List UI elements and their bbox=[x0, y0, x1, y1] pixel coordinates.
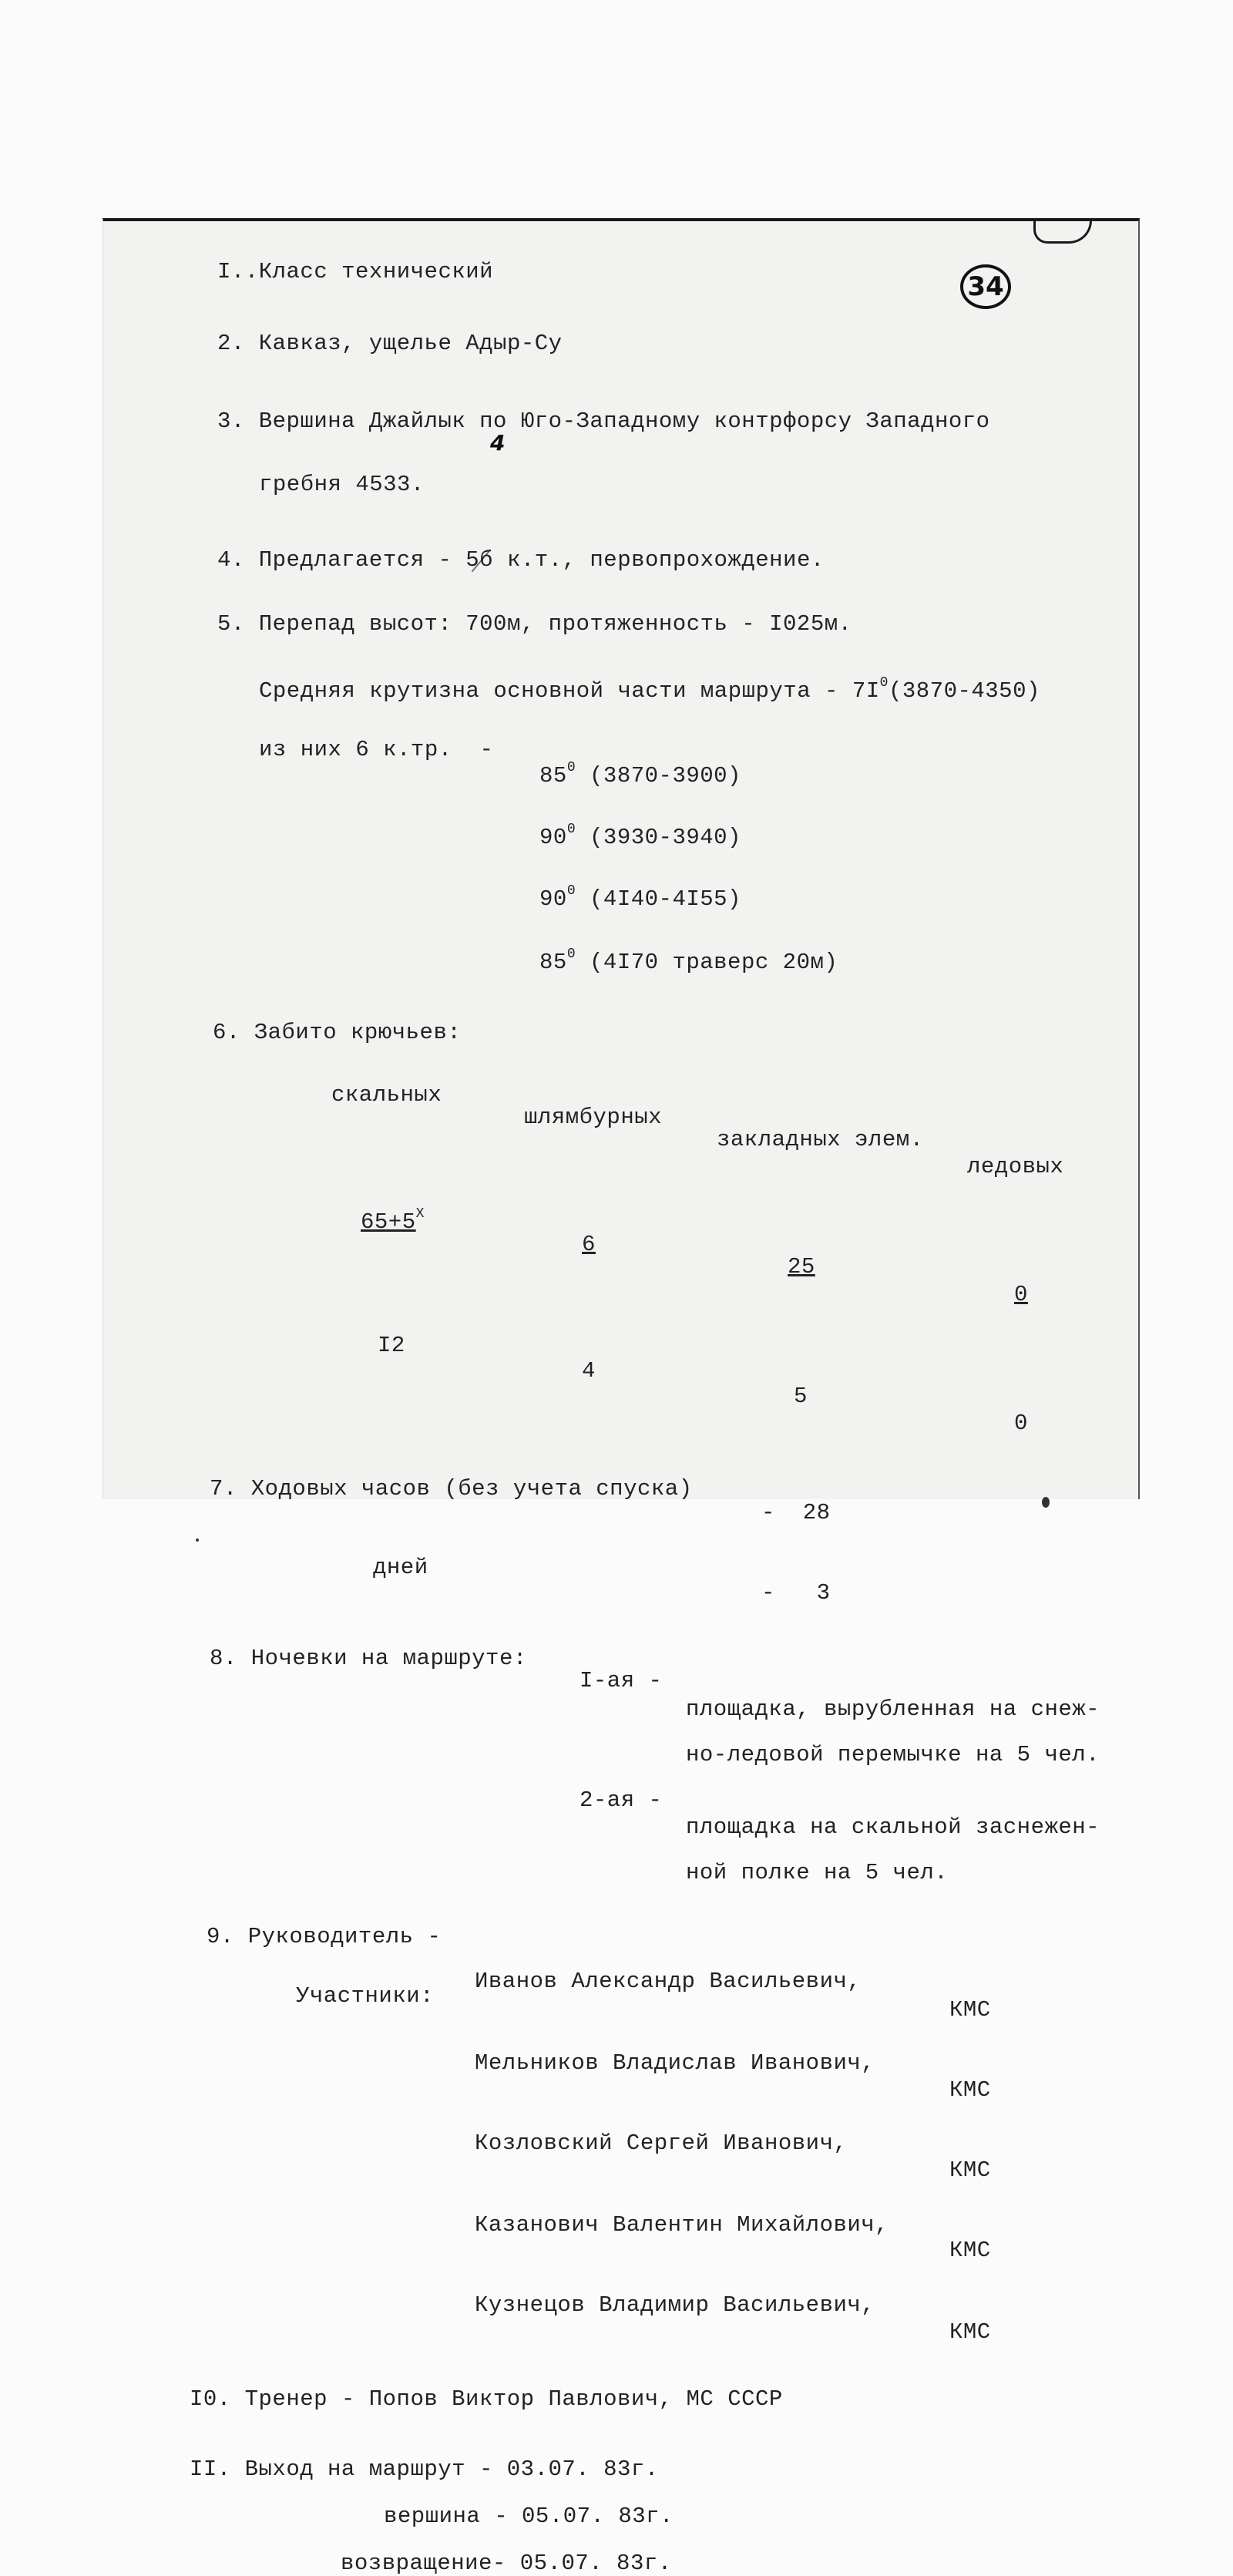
team-member-name: Казанович Валентин Михайлович, bbox=[475, 2212, 889, 2238]
team-member-name: Козловский Сергей Иванович, bbox=[475, 2130, 848, 2156]
item-7-days-value: - 3 bbox=[761, 1580, 831, 1606]
piton-value: 5 bbox=[794, 1384, 808, 1409]
item-4-suffix: к.т., первопрохождение. bbox=[493, 547, 825, 573]
piton-value: 25 bbox=[788, 1254, 815, 1280]
bivouac-description: площадка на скальной заснежен- bbox=[686, 1814, 1100, 1840]
piton-header: скальных bbox=[331, 1082, 442, 1108]
team-member-rank: КМС bbox=[949, 2157, 991, 2183]
item-1: I..Класс технический bbox=[217, 259, 494, 284]
team-member-rank: КМС bbox=[949, 2077, 991, 2103]
key-sections-label: из них 6 к.тр. - bbox=[259, 737, 494, 762]
key-section bbox=[539, 884, 1233, 910]
piton-header: закладных элем. bbox=[717, 1127, 924, 1152]
section-range: (4I70 траверс 20м) bbox=[576, 950, 838, 975]
team-member-name: Мельников Владислав Иванович, bbox=[475, 2050, 875, 2076]
bivouac-description: ной полке на 5 чел. bbox=[686, 1860, 949, 1885]
item-8-label: 8. Ночевки на маршруте: bbox=[210, 1646, 527, 1671]
team-member-rank: КМС bbox=[949, 2319, 991, 2345]
piton-value: 4 bbox=[582, 1358, 596, 1384]
item-7-days-label: дней bbox=[373, 1555, 428, 1580]
item-11-summit: вершина - 05.07. 83г. bbox=[384, 2504, 674, 2529]
ink-speck bbox=[196, 1539, 199, 1542]
degree-mark: 0 bbox=[566, 947, 576, 962]
page-number-stamp: 34 bbox=[960, 264, 1011, 309]
item-4-struck-value: 5б bbox=[465, 547, 494, 573]
team-member-name: Иванов Александр Васильевич, bbox=[475, 1969, 862, 1994]
folded-corner bbox=[1033, 220, 1092, 244]
avg-steepness-text: Средняя крутизна основной части маршрута - 7I bbox=[259, 678, 880, 704]
degree-mark: 0 bbox=[566, 822, 576, 837]
item-9-leader-label: 9. Руководитель - bbox=[207, 1924, 442, 1949]
item-11-departure: II. Выход на маршрут - 03.07. 83г. bbox=[190, 2457, 659, 2482]
item-10-coach: I0. Тренер - Попов Виктор Павлович, МС СССР bbox=[190, 2386, 783, 2412]
team-member-rank: КМС bbox=[949, 2238, 991, 2263]
piton-planned bbox=[361, 1207, 1233, 1233]
key-section bbox=[539, 947, 1233, 974]
degree-mark: 0 bbox=[566, 760, 576, 775]
piton-header: ледовых bbox=[967, 1154, 1064, 1179]
team-member-name: Кузнецов Владимир Васильевич, bbox=[475, 2292, 875, 2318]
item-7-hours-label: 7. Ходовых часов (без учета спуска) bbox=[210, 1476, 693, 1502]
piton-value: 65+5 bbox=[361, 1209, 416, 1235]
piton-value: 0 bbox=[1014, 1411, 1028, 1436]
item-3-line-2: гребня 4533. bbox=[259, 472, 425, 497]
team-member-rank: КМС bbox=[949, 1997, 991, 2023]
handwritten-correction: 4 bbox=[490, 430, 506, 456]
item-3-line-1: 3. Вершина Джайлык по Юго-Западному контрфорсу Западного bbox=[217, 409, 990, 434]
piton-value: I2 bbox=[378, 1333, 405, 1358]
section-range: (4I40-4I55) bbox=[576, 886, 741, 912]
bivouac-description: но-ледовой перемычке на 5 чел. bbox=[686, 1742, 1100, 1767]
item-9-members-label: Участники: bbox=[296, 1983, 435, 2009]
piton-value: 6 bbox=[582, 1232, 596, 1257]
footnote-mark: X bbox=[415, 1206, 425, 1222]
degree-mark: 0 bbox=[879, 675, 889, 691]
section-range: (3870-3900) bbox=[576, 763, 741, 789]
section-angle: 85 bbox=[539, 950, 567, 975]
item-2: 2. Кавказ, ущелье Адыр-Су bbox=[217, 331, 563, 356]
key-section bbox=[539, 822, 1233, 849]
item-5-line-2 bbox=[259, 676, 1233, 702]
bivouac-number: I-ая - bbox=[580, 1668, 663, 1693]
item-4-prefix: 4. Предлагается - bbox=[217, 547, 466, 573]
bivouac-number: 2-ая - bbox=[580, 1787, 663, 1813]
key-section bbox=[539, 761, 1233, 787]
item-4 bbox=[217, 549, 1233, 571]
piton-header: шлямбурных bbox=[524, 1105, 663, 1130]
section-angle: 85 bbox=[539, 763, 567, 789]
item-6-title: 6. Забито крючьев: bbox=[213, 1020, 462, 1045]
item-11-return: возвращение- 05.07. 83г. bbox=[341, 2551, 672, 2576]
section-angle: 90 bbox=[539, 825, 567, 850]
bivouac-description: площадка, вырубленная на снеж- bbox=[686, 1697, 1100, 1722]
avg-steepness-range: (3870-4350) bbox=[888, 678, 1040, 704]
section-range: (3930-3940) bbox=[576, 825, 741, 850]
item-7-hours-value: - 28 bbox=[761, 1500, 831, 1525]
degree-mark: 0 bbox=[566, 883, 576, 899]
piton-value: 0 bbox=[1014, 1282, 1028, 1307]
section-angle: 90 bbox=[539, 886, 567, 912]
item-5-line-1: 5. Перепад высот: 700м, протяженность - I025м. bbox=[217, 611, 852, 637]
